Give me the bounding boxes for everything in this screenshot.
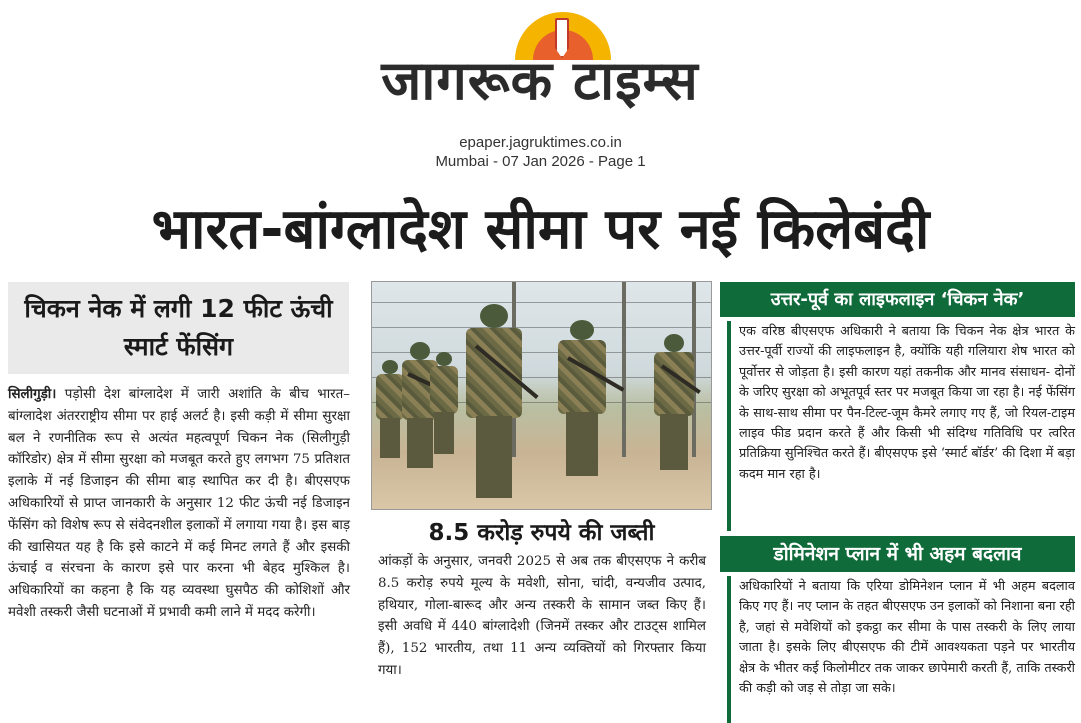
right-story-2-body: अधिकारियों ने बताया कि एरिया डोमिनेशन प्लान में भी अहम बदलाव किए गए हैं। नए प्लान के तहत बीएसएफ उन इलाकों को निशाना बना रही है, जहां से मवेशियों को इकट्ठा कर सीमा के पास तस्करी के लिए लाया जाता है। इसके लिए बीएसएफ की टीमें आवश्यकता पड़ने पर भारतीय क्षेत्र के भीतर कई किलोमीटर तक जाकर छापेमारी करती हैं, ताकि तस्करी की कड़ी को जड़ से तोड़ा जा सके। bbox=[727, 576, 1075, 723]
dateline: सिलीगुड़ी। bbox=[8, 387, 57, 402]
right-story-2-title: डोमिनेशन प्लान में भी अहम बदलाव bbox=[720, 536, 1075, 572]
edition-date: Mumbai - 07 Jan 2026 - Page 1 bbox=[435, 153, 646, 170]
newspaper-logo bbox=[350, 8, 730, 118]
left-story-text: पड़ोसी देश बांग्लादेश में जारी अशांति के बीच भारत–बांग्लादेश अंतरराष्ट्रीय सीमा पर हाई अलर्ट है। इसी कड़ी में सीमा सुरक्षा बल ने रणनीतिक रूप से अत्यंत महत्वपूर्ण चिकन नेक (सिलीगुड़ी कॉरिडोर) क्षेत्र में सीमा सुरक्षा को मजबूत करते हुए लगभग 75 प्रतिशत इलाके में नई डिजाइन की सीमा बाड़ स्थापित कर दी है। बीएसएफ अधिकारियों से प्राप्त जानकारी के अनुसार 12 फीट ऊंची नई डिजाइन फेंसिंग को विशेष रूप से संवेदनशील इलाकों में लगाया गया है। इस बाड़ की खासियत यह है कि इसे काटने में कई मिनट लगते हैं और इसकी ऊंचाई व संरचना के कारण इसे पार करना भी बेहद मुश्किल है। अधिकारियों का कहना है कि यह व्यवस्था घुसपैठ की कोशिशों और मवेशी तस्करी जैसी घटनाओं में प्रभावी कमी लाने में मदद करेगी। bbox=[8, 387, 350, 620]
left-story-title: चिकन नेक में लगी 12 फीट ऊंची स्मार्ट फेंसिंग bbox=[8, 282, 349, 374]
main-headline: भारत-बांग्लादेश सीमा पर नई किलेबंदी bbox=[151, 197, 930, 262]
left-story-body bbox=[8, 384, 350, 624]
middle-story-title: 8.5 करोड़ रुपये की जब्ती bbox=[428, 520, 655, 546]
right-story-1-body: एक वरिष्ठ बीएसएफ अधिकारी ने बताया कि चिकन नेक क्षेत्र भारत के उत्तर-पूर्वी राज्यों की लाइफलाइन है, क्योंकि यही गलियारा शेष भारत को पूर्वोत्तर से जोड़ता है। इसी कारण यहां तकनीक और मानव संसाधन- दोनों के जरिए सुरक्षा को अभूतपूर्व स्तर पर मजबूत किया जा रहा है। नई फेंसिंग के साथ-साथ सीमा पर पैन-टिल्ट-जूम कैमरे लगाए गए हैं, जो रियल-टाइम लाइव फीड प्रदान करते हैं और किसी भी संदिग्ध गतिविधि पर त्वरित प्रतिक्रिया सुनिश्चित करते हैं। बीएसएफ इसे ‘स्मार्ट बॉर्डर’ की दिशा में बड़ा कदम मान रहा है। bbox=[727, 321, 1075, 531]
soldiers-photo bbox=[371, 281, 712, 510]
middle-story-body: आंकड़ों के अनुसार, जनवरी 2025 से अब तक बीएसएफ ने करीब 8.5 करोड़ रुपये मूल्य के मवेशी, सोना, चांदी, वन्यजीव उत्पाद, हथियार, गोला-बारूद और अन्य तस्करी के सामान जब्त किए हैं। इसी अवधि में 440 बांग्लादेशी (जिनमें तस्कर और टाउट्स शामिल हैं), 152 भारतीय, तथा 11 अन्य व्यक्तियों को गिरफ्तार किया गया। bbox=[378, 554, 706, 678]
site-url[interactable]: epaper.jagruktimes.co.in bbox=[459, 134, 622, 151]
logo-text: जागरूक टाइम्स bbox=[381, 49, 699, 112]
right-story-1-title: उत्तर-पूर्व का लाइफलाइन ‘चिकन नेक’ bbox=[720, 282, 1075, 317]
